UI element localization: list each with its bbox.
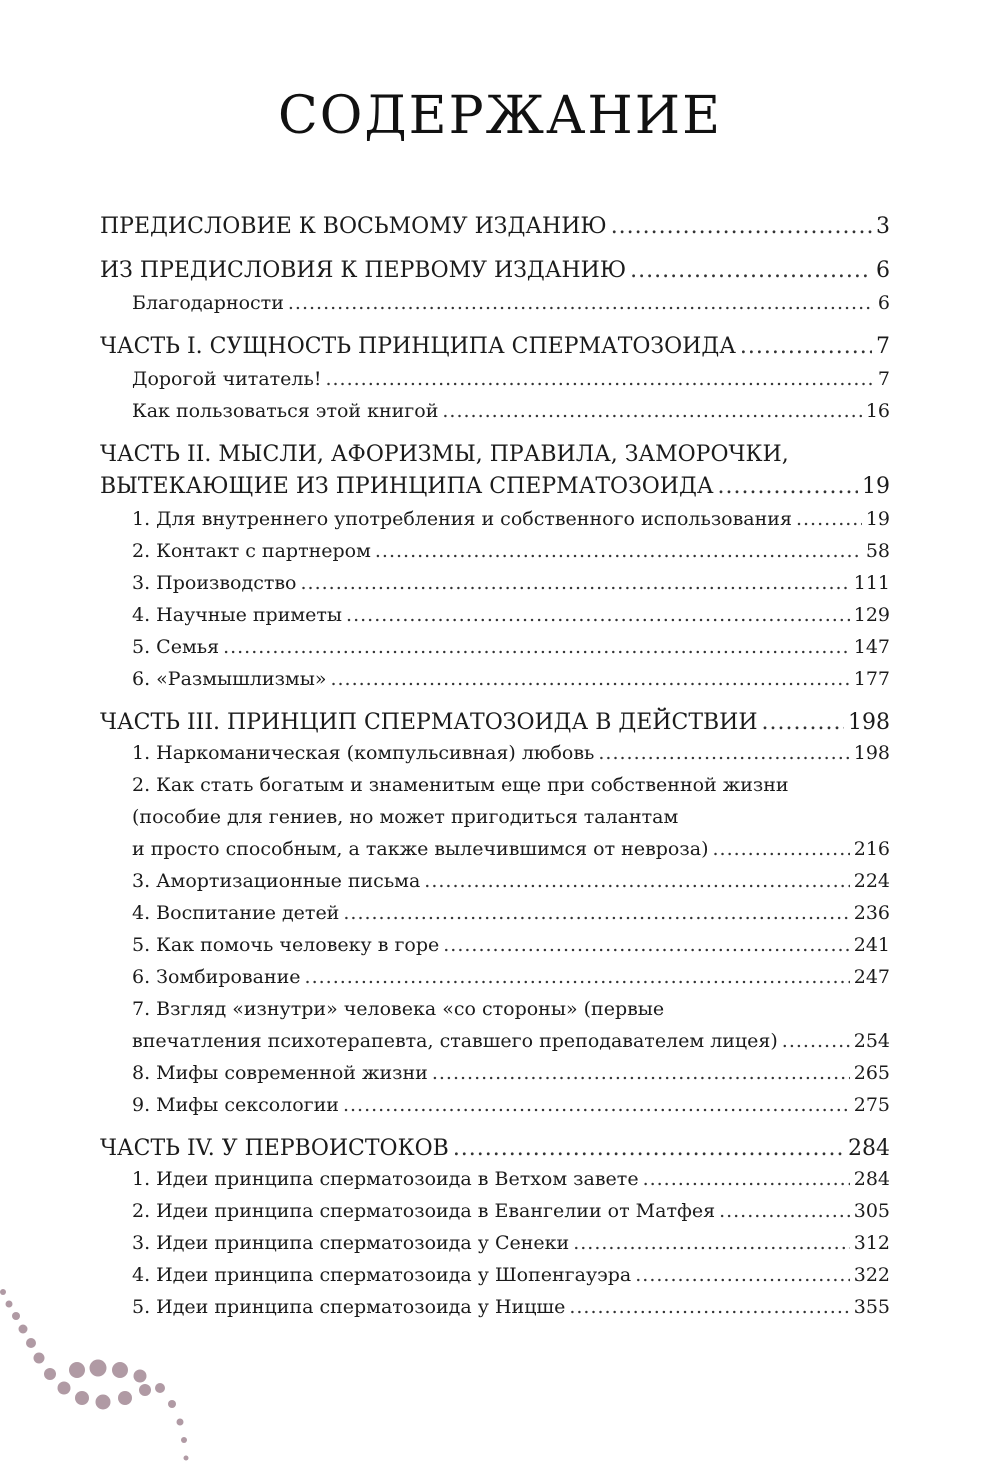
toc-entry-label: 4. Идеи принципа сперматозоида у Шопенгауэра xyxy=(132,1264,632,1286)
toc-entry-label-line: 2. Как стать богатым и знаменитым еще при собственной жизни xyxy=(132,774,789,796)
toc-subentry[interactable] xyxy=(132,934,890,966)
toc-entry-page: 19 xyxy=(862,474,890,499)
toc-entry-page: 236 xyxy=(853,902,890,924)
toc-entry-page: 312 xyxy=(853,1232,890,1254)
toc-entry-label: 5. Семья xyxy=(132,636,220,658)
toc-entry-label: 5. Как помочь человеку в горе xyxy=(132,934,440,956)
toc-subentry[interactable] xyxy=(132,292,890,324)
toc-entry[interactable] xyxy=(100,1136,890,1168)
leader-dots xyxy=(719,1200,850,1222)
toc-entry-label: 6. «Размышлизмы» xyxy=(132,668,327,690)
toc-entry-label: и просто способным, а также вылечившимся от невроза) xyxy=(132,838,709,860)
decorative-dots xyxy=(0,1270,200,1470)
toc-subentry[interactable] xyxy=(132,572,890,604)
leader-dots xyxy=(305,966,850,988)
toc-entry-label: ЧАСТЬ I. СУЩНОСТЬ ПРИНЦИПА СПЕРМАТОЗОИДА xyxy=(100,334,736,359)
toc-entry-label: 3. Амортизационные письма xyxy=(132,870,421,892)
toc-subentry[interactable] xyxy=(132,742,890,774)
leader-dots xyxy=(443,934,849,956)
leader-dots xyxy=(598,742,849,764)
toc-entry-label-line: ЧАСТЬ II. МЫСЛИ, АФОРИЗМЫ, ПРАВИЛА, ЗАМОРОЧКИ, xyxy=(100,442,789,467)
toc-entry-page: 147 xyxy=(853,636,890,658)
toc-entry-label: 8. Мифы современной жизни xyxy=(132,1062,428,1084)
leader-dots xyxy=(712,838,849,860)
toc-subentry[interactable] xyxy=(132,636,890,668)
toc-entry-page: 305 xyxy=(853,1200,890,1222)
toc-entry-page: 129 xyxy=(853,604,890,626)
leader-dots xyxy=(569,1296,849,1318)
toc-entry-page: 265 xyxy=(853,1062,890,1084)
toc-entry-page: 7 xyxy=(877,368,890,390)
toc-entry-label: 6. Зомбирование xyxy=(132,966,301,988)
toc-subentry[interactable] xyxy=(132,508,890,540)
toc-subentry[interactable] xyxy=(132,400,890,432)
toc-subentry[interactable] xyxy=(132,368,890,400)
toc-entry[interactable] xyxy=(100,710,890,742)
page-title: СОДЕРЖАНИЕ xyxy=(277,86,723,146)
toc-entry-label: 1. Наркоманическая (компульсивная) любовь xyxy=(132,742,595,764)
toc-entry[interactable] xyxy=(100,258,890,290)
toc-entry-page: 58 xyxy=(865,540,890,562)
leader-dots xyxy=(453,1136,844,1161)
leader-dots xyxy=(740,334,872,359)
leader-dots xyxy=(611,214,872,239)
leader-dots xyxy=(573,1232,850,1254)
toc-subentry[interactable] xyxy=(132,1200,890,1232)
leader-dots xyxy=(375,540,862,562)
toc-entry-page: 6 xyxy=(877,292,890,314)
leader-dots xyxy=(343,1094,850,1116)
leader-dots xyxy=(442,400,861,422)
toc-subentry[interactable] xyxy=(132,1296,890,1328)
toc-subentry[interactable] xyxy=(132,870,890,902)
toc-entry[interactable] xyxy=(100,214,890,246)
toc-entry[interactable] xyxy=(100,334,890,366)
toc-entry-page: 241 xyxy=(853,934,890,956)
leader-dots xyxy=(330,668,849,690)
toc-subentry[interactable] xyxy=(132,838,890,870)
leader-dots xyxy=(432,1062,850,1084)
leader-dots xyxy=(643,1168,850,1190)
toc-entry-page: 6 xyxy=(876,258,890,283)
toc-entry-page: 16 xyxy=(865,400,890,422)
toc-entry[interactable] xyxy=(100,474,890,506)
leader-dots xyxy=(346,604,850,626)
leader-dots xyxy=(325,368,873,390)
toc-entry-label: Благодарности xyxy=(132,292,284,314)
toc-entry-label-line: 7. Взгляд «изнутри» человека «со стороны» (первые xyxy=(132,998,665,1020)
toc-subentry[interactable] xyxy=(132,902,890,934)
toc-subentry[interactable] xyxy=(132,1030,890,1062)
toc-entry-label: Как пользоваться этой книгой xyxy=(132,400,439,422)
toc-entry-page: 3 xyxy=(876,214,890,239)
toc-entry-page: 19 xyxy=(865,508,890,530)
toc-entry-page: 111 xyxy=(853,572,890,594)
toc-subentry[interactable] xyxy=(132,540,890,572)
toc-entry-label: ЧАСТЬ IV. У ПЕРВОИСТОКОВ xyxy=(100,1136,449,1161)
toc-subentry[interactable] xyxy=(132,604,890,636)
toc-entry-page: 254 xyxy=(853,1030,890,1052)
toc-entry-page: 284 xyxy=(853,1168,890,1190)
toc-entry-label: ИЗ ПРЕДИСЛОВИЯ К ПЕРВОМУ ИЗДАНИЮ xyxy=(100,258,627,283)
toc-entry-label: 1. Для внутреннего употребления и собственного использования xyxy=(132,508,792,530)
toc-entry-label: 3. Идеи принципа сперматозоида у Сенеки xyxy=(132,1232,570,1254)
toc-subentry[interactable] xyxy=(132,1062,890,1094)
toc-entry-page: 275 xyxy=(853,1094,890,1116)
toc-entry-label: ПРЕДИСЛОВИЕ К ВОСЬМОМУ ИЗДАНИЮ xyxy=(100,214,607,239)
leader-dots xyxy=(762,710,844,735)
toc-entry-label: впечатления психотерапевта, ставшего преподавателем лицея) xyxy=(132,1030,778,1052)
leader-dots xyxy=(288,292,874,314)
toc-entry-page: 7 xyxy=(876,334,890,359)
leader-dots xyxy=(782,1030,850,1052)
leader-dots xyxy=(223,636,850,658)
leader-dots xyxy=(630,258,872,283)
toc-entry-label: Дорогой читатель! xyxy=(132,368,322,390)
toc-entry-page: 247 xyxy=(853,966,890,988)
toc-entry-page: 224 xyxy=(853,870,890,892)
toc-entry-page: 284 xyxy=(848,1136,890,1161)
toc-entry-page: 355 xyxy=(853,1296,890,1318)
toc-entry-label: 9. Мифы сексологии xyxy=(132,1094,339,1116)
toc-entry-page: 322 xyxy=(853,1264,890,1286)
toc-entry-page: 177 xyxy=(853,668,890,690)
leader-dots xyxy=(301,572,850,594)
toc-entry-label: 1. Идеи принципа сперматозоида в Ветхом завете xyxy=(132,1168,639,1190)
toc-entry-label: 5. Идеи принципа сперматозоида у Ницше xyxy=(132,1296,566,1318)
leader-dots xyxy=(343,902,849,924)
toc-entry-label: ЧАСТЬ III. ПРИНЦИП СПЕРМАТОЗОИДА В ДЕЙСТВИИ xyxy=(100,710,758,735)
toc-entry-label: ВЫТЕКАЮЩИЕ ИЗ ПРИНЦИПА СПЕРМАТОЗОИДА xyxy=(100,474,714,499)
toc-entry-page: 216 xyxy=(853,838,890,860)
toc-entry-label: 3. Производство xyxy=(132,572,297,594)
toc-entry-page: 198 xyxy=(853,742,890,764)
toc-entry-label: 4. Научные приметы xyxy=(132,604,343,626)
dot-ornament xyxy=(0,1289,189,1461)
toc-entry-label: 4. Воспитание детей xyxy=(132,902,340,924)
toc-entry-label-line: (пособие для гениев, но может пригодиться талантам xyxy=(132,806,679,828)
toc-subentry[interactable] xyxy=(132,966,890,998)
leader-dots xyxy=(796,508,862,530)
leader-dots xyxy=(718,474,858,499)
leader-dots xyxy=(635,1264,849,1286)
toc-subentry[interactable] xyxy=(132,1264,890,1296)
toc-entry-label: 2. Контакт с партнером xyxy=(132,540,371,562)
toc-subentry[interactable] xyxy=(132,1094,890,1126)
toc-subentry[interactable] xyxy=(132,668,890,700)
leader-dots xyxy=(424,870,849,892)
toc-entry-page: 198 xyxy=(848,710,890,735)
toc-entry-label: 2. Идеи принципа сперматозоида в Евангелии от Матфея xyxy=(132,1200,716,1222)
toc-subentry[interactable] xyxy=(132,1168,890,1200)
toc-subentry[interactable] xyxy=(132,1232,890,1264)
